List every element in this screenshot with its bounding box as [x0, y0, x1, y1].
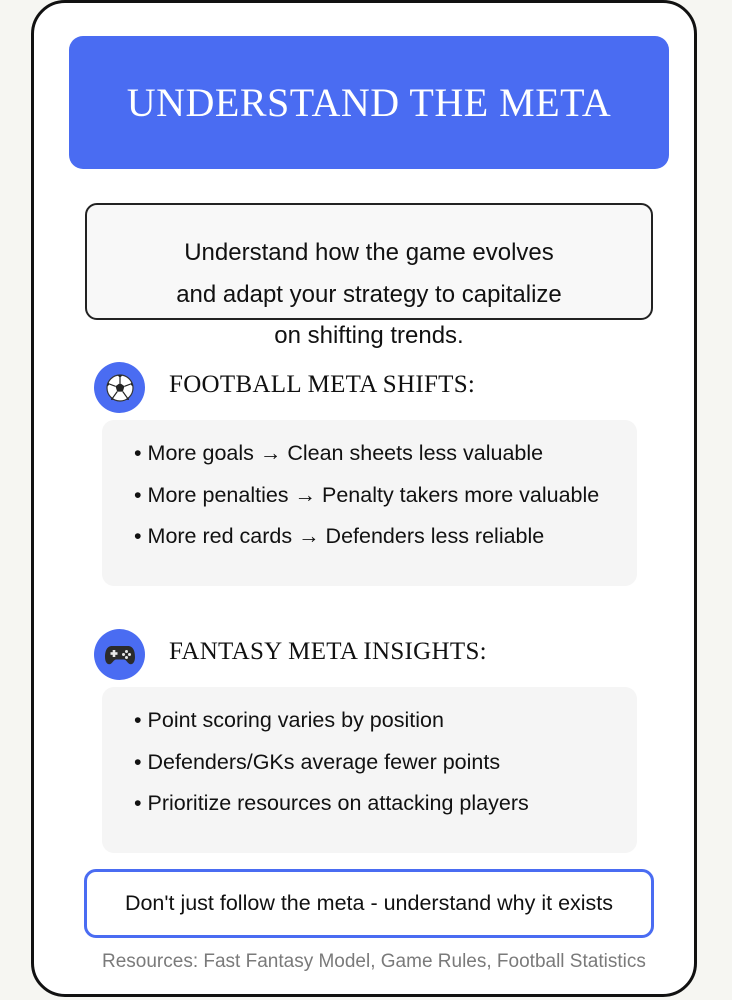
section-title-football: FOOTBALL META SHIFTS: — [169, 371, 476, 398]
title-banner — [69, 36, 669, 169]
list-item: • More red cards → Defenders less reliable — [134, 524, 545, 548]
resources-footer: Resources: Fast Fantasy Model, Game Rules, Football Statistics — [102, 951, 646, 972]
intro-line: on shifting trends. — [274, 322, 464, 349]
intro-line: and adapt your strategy to capitalize — [176, 280, 562, 308]
callout-box — [84, 869, 654, 938]
intro-line: Understand how the game evolves — [184, 239, 554, 266]
callout-text: Don't just follow the meta - understand why it exists — [124, 891, 614, 915]
infographic-card — [31, 0, 697, 997]
section-title-fantasy: FANTASY META INSIGHTS: — [169, 638, 487, 665]
list-item: • More penalties → Penalty takers more valuable — [134, 482, 600, 507]
intro-text — [85, 232, 653, 357]
page-title: UNDERSTAND THE META — [126, 80, 612, 125]
list-item: • More goals → Clean sheets less valuable — [134, 441, 544, 465]
list-item: • Point scoring varies by position — [134, 708, 444, 732]
game-controller-icon — [94, 629, 145, 680]
football-shifts-list — [102, 420, 637, 586]
fantasy-insights-list — [102, 687, 637, 853]
soccer-ball-icon — [94, 362, 145, 413]
list-item: • Prioritize resources on attacking players — [134, 791, 529, 815]
list-item: • Defenders/GKs average fewer points — [134, 749, 501, 774]
